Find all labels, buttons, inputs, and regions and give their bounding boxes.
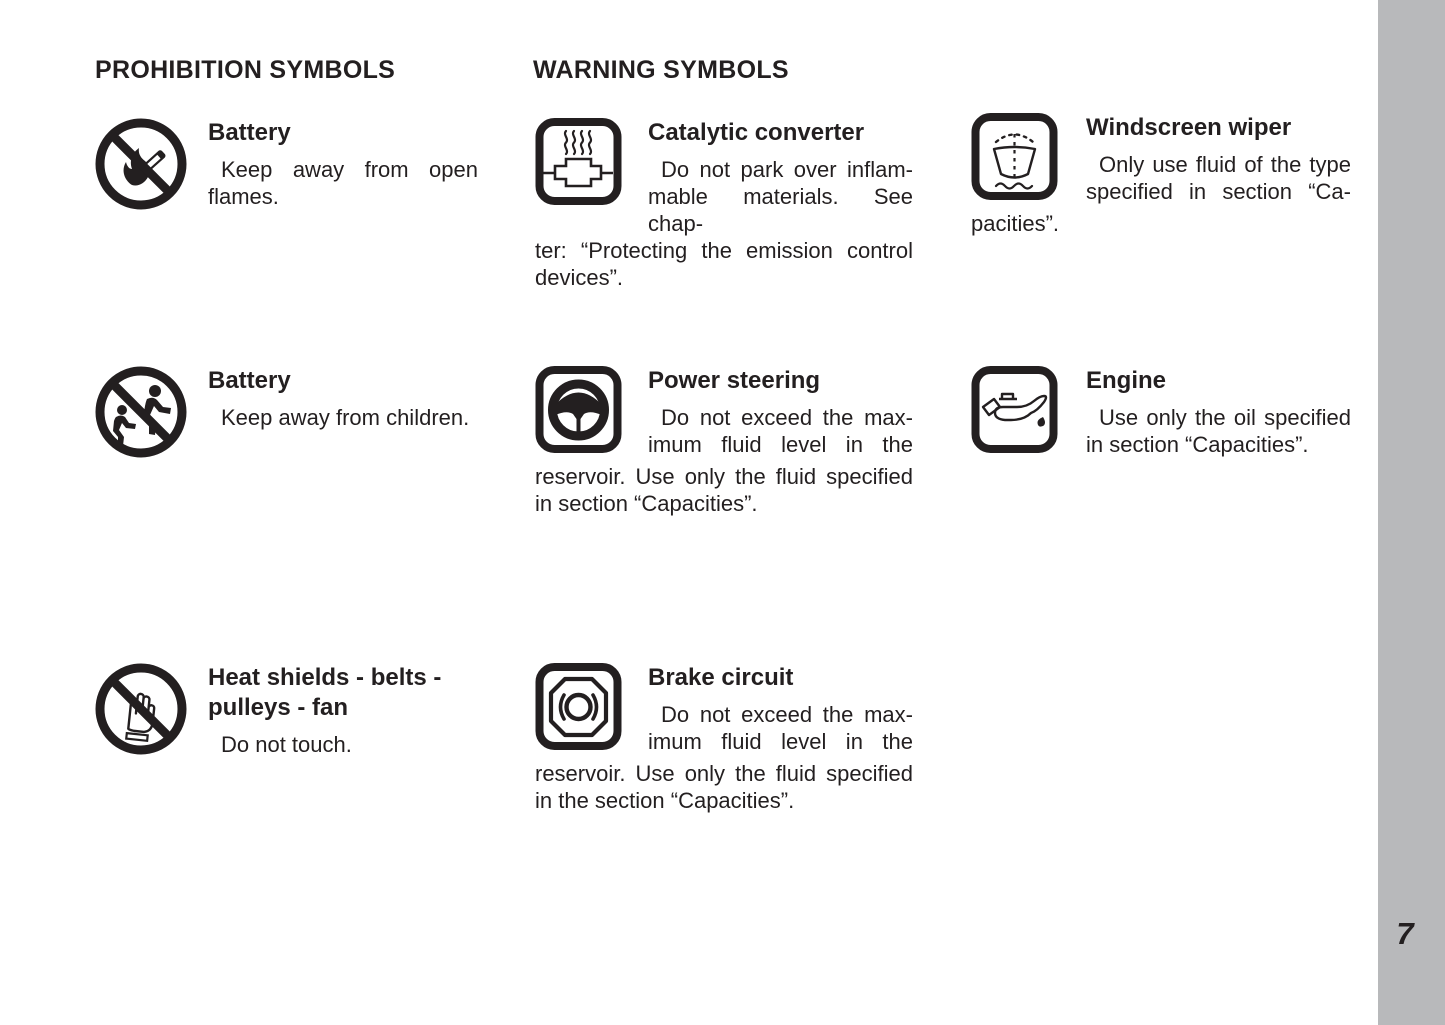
symbol-entry-battery-children [95, 366, 478, 463]
engine-oil-icon [971, 366, 1058, 453]
entry-layout [95, 118, 478, 215]
symbol-entry-battery-flames [95, 118, 478, 215]
entry-layout [95, 366, 478, 463]
heading-warning-symbols: WARNING SYMBOLS [533, 56, 789, 84]
symbol-entry-power-steering [535, 366, 913, 517]
entry-text [208, 663, 478, 758]
entry-body-line: in the section “Capacities”. [535, 788, 795, 813]
brake-circuit-icon [535, 663, 622, 750]
entry-layout [535, 663, 913, 760]
entry-body-line: Use only the oil specified [1099, 405, 1351, 430]
symbol-entry-engine [971, 366, 1351, 463]
entry-body-line: in section “Capacities”. [1086, 432, 1309, 457]
entry-title: Catalytic converter [648, 119, 865, 146]
heading-prohibition-symbols: PROHIBITION SYMBOLS [95, 56, 396, 84]
entry-text [208, 366, 478, 431]
catalytic-converter-icon [535, 118, 622, 205]
entry-body-line: imum fluid level in the [648, 432, 913, 457]
entry-title: Battery [208, 119, 291, 146]
entry-body-line: imum fluid level in the [648, 729, 913, 754]
entry-body-line: Only use fluid of the type [1099, 152, 1351, 177]
no-children-icon [95, 366, 187, 458]
entry-text [648, 118, 913, 237]
entry-text [1086, 113, 1351, 205]
no-open-flames-icon [95, 118, 187, 210]
entry-body-line: ter: “Protecting the emission control [535, 238, 913, 263]
entry-body-line: reservoir. Use only the fluid specified [535, 761, 913, 786]
symbol-entry-brake-circuit [535, 663, 913, 814]
symbol-entry-do-not-touch [95, 663, 478, 760]
power-steering-icon [535, 366, 622, 453]
entry-layout [535, 118, 913, 237]
entry-body-line: Do not park over inflam- [661, 157, 913, 182]
entry-title: Power steering [648, 367, 821, 394]
entry-title: Battery [208, 367, 291, 394]
page-number: 7 [1396, 916, 1414, 951]
entry-body-line: specified in section “Ca- [1086, 179, 1351, 204]
entry-title: Windscreen wiper [1086, 114, 1292, 141]
entry-title: Brake circuit [648, 664, 794, 691]
entry-text [648, 663, 913, 755]
entry-body-line: reservoir. Use only the fluid specified [535, 464, 913, 489]
entry-title: Engine [1086, 367, 1167, 394]
entry-body-line: mable materials. See chap- [648, 184, 913, 236]
no-touching-icon [95, 663, 187, 755]
entry-text [648, 366, 913, 458]
entry-body-line: Do not touch. [221, 732, 352, 757]
page-number-strip [1378, 0, 1445, 1025]
entry-layout [971, 113, 1351, 210]
entry-title: Heat shields - belts - pulleys - fan [208, 664, 442, 721]
entry-layout [971, 366, 1351, 463]
entry-body-line: Do not exceed the max- [661, 702, 913, 727]
entry-text [1086, 366, 1351, 458]
symbol-entry-catalytic-converter [535, 118, 913, 291]
windscreen-wiper-icon [971, 113, 1058, 200]
entry-text [208, 118, 478, 210]
entry-body-line: Do not exceed the max- [661, 405, 913, 430]
entry-body-line: Keep away from open [221, 157, 478, 182]
entry-layout [535, 366, 913, 463]
entry-body-line: pacities”. [971, 211, 1060, 236]
entry-body-line: in section “Capacities”. [535, 491, 758, 516]
entry-body-line: Keep away from children. [221, 405, 470, 430]
symbol-entry-windscreen-wiper [971, 113, 1351, 237]
entry-body-line: flames. [208, 184, 279, 209]
entry-layout [95, 663, 478, 760]
entry-body-line: devices”. [535, 265, 624, 290]
